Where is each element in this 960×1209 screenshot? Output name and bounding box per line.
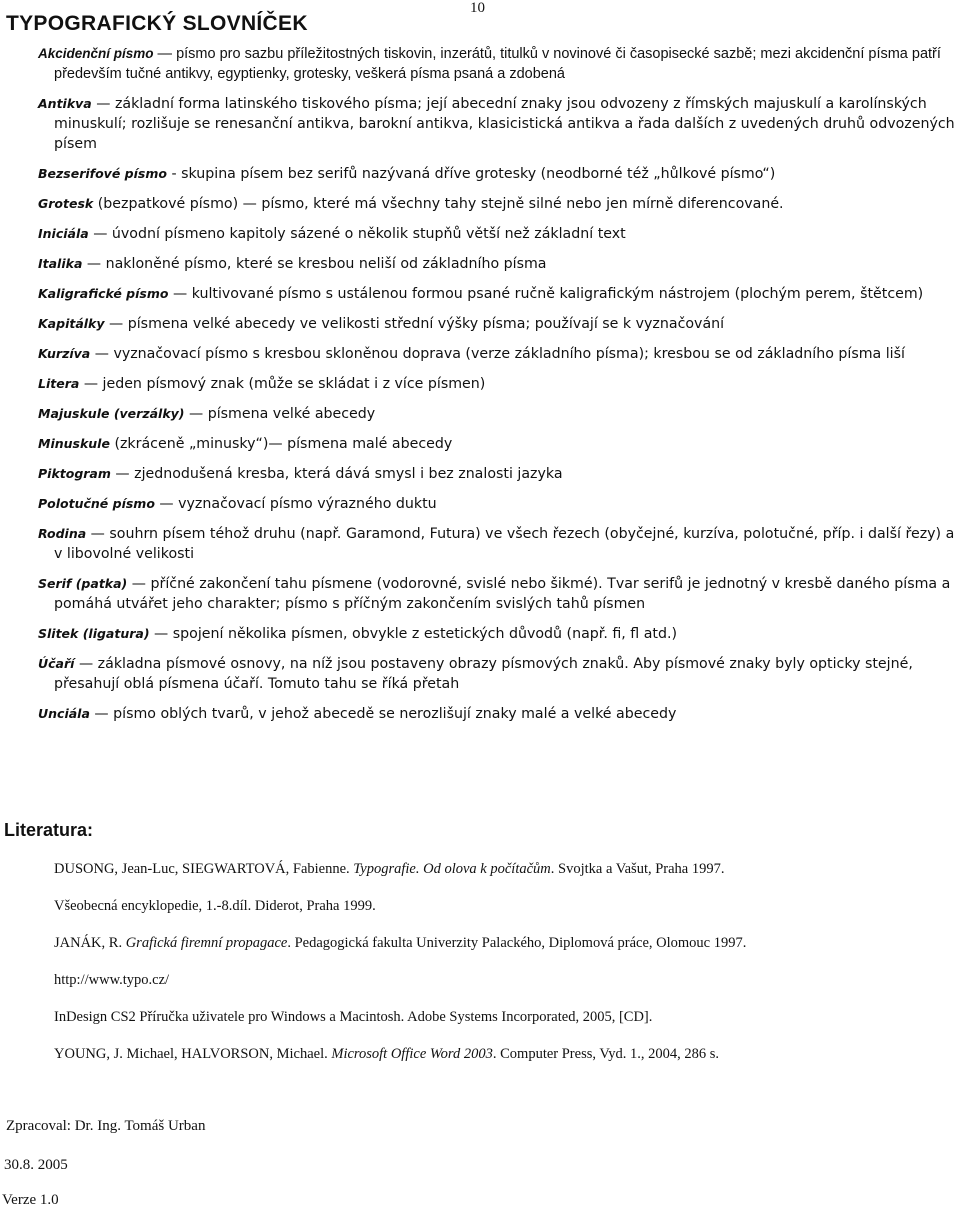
glossary-entry	[38, 654, 958, 694]
reference-item	[54, 895, 934, 932]
page-number: 10	[470, 0, 485, 16]
glossary-definition: základní forma latinského tiskového písma; její abecední znaky jsou odvozeny z římských majuskulí a karolínských minuskulí; rozlišuje se renesanční antikva, barokní antikva, klasicistická antikva a řada dalších z uvedených druhů odvozených písem	[54, 96, 955, 152]
glossary-term: Kapitálky	[38, 316, 105, 331]
date-line: 30.8. 2005	[4, 1157, 68, 1173]
glossary-definition: úvodní písmeno kapitoly sázené o několik stupňů větší než základní text	[111, 226, 626, 242]
glossary-entry	[38, 44, 958, 84]
glossary-definition: kultivované písmo s ustálenou formou psané ručně kaligrafickým nástrojem (plochým perem, štětcem)	[191, 286, 924, 302]
glossary-definition: písmo pro sazbu příležitostných tiskovin, inzerátů, titulků v novinové či časopisecké sazbě; mezi akcidenční písma patří především tučné antikvy, egyptienky, grotesky, veškerá písma psaná a zdobená	[54, 46, 941, 82]
reference-text: http://www.typo.cz/	[54, 972, 170, 988]
glossary-term: Akcidenční písmo	[38, 46, 154, 61]
glossary-entry	[38, 494, 958, 514]
glossary-definition: zjednodušená kresba, která dává smysl i bez znalosti jazyka	[134, 466, 563, 482]
glossary-separator: -	[166, 166, 182, 182]
glossary-separator: —	[104, 316, 128, 332]
glossary-definition: (bezpatkové písmo) — písmo, které má všechny tahy stejně silné nebo jen mírně diferencované.	[97, 196, 784, 212]
reference-text: . Pedagogická fakulta Univerzity Palackého, Diplomová práce, Olomouc 1997.	[287, 935, 747, 951]
glossary-term: Antikva	[38, 96, 92, 111]
glossary-entry	[38, 254, 958, 274]
glossary-entry	[38, 314, 958, 334]
reference-item	[54, 858, 934, 895]
glossary-entry	[38, 574, 958, 614]
glossary-definition: písmena velké abecedy ve velikosti střední výšky písma; používají se k vyznačování	[127, 316, 725, 332]
version-line: Verze 1.0	[2, 1192, 59, 1208]
glossary-list	[38, 44, 958, 724]
glossary-separator: —	[149, 626, 173, 642]
glossary-definition: vyznačovací písmo s kresbou skloněnou doprava (verze základního písma); kresbou se od základního písma liší	[113, 346, 905, 362]
glossary-separator: —	[82, 256, 106, 272]
glossary-definition: vyznačovací písmo výrazného duktu	[178, 496, 437, 512]
glossary-entry	[38, 464, 958, 484]
reference-title: Microsoft Office Word 2003	[331, 1046, 493, 1062]
glossary-definition: souhrn písem téhož druhu (např. Garamond, Futura) ve všech řezech (obyčejné, kurzíva, polotučné, příp. i další řezy) a v libovolné velikosti	[54, 526, 955, 562]
glossary-entry	[38, 284, 958, 304]
references-list	[54, 858, 934, 1080]
reference-text: InDesign CS2 Příručka uživatele pro Windows a Macintosh. Adobe Systems Incorporated, 2005, [CD].	[54, 1009, 653, 1025]
glossary-term: Unciála	[38, 706, 90, 721]
glossary-separator: —	[154, 496, 179, 512]
reference-item	[54, 1043, 934, 1080]
glossary-entry	[38, 704, 958, 724]
author-line: Zpracoval: Dr. Ing. Tomáš Urban	[6, 1118, 206, 1134]
reference-title: Typografie. Od olova k počítačům	[353, 861, 551, 877]
glossary-separator: —	[110, 466, 135, 482]
reference-text: Všeobecná encyklopedie, 1.-8.díl. Diderot, Praha 1999.	[54, 898, 376, 914]
glossary-term: Grotesk	[38, 196, 94, 211]
glossary-definition: (zkráceně „minusky“)— písmena malé abecedy	[114, 436, 453, 452]
page-title: TYPOGRAFICKÝ SLOVNÍČEK	[6, 12, 308, 35]
glossary-entry	[38, 374, 958, 394]
glossary-separator: —	[74, 656, 98, 672]
reference-item	[54, 1006, 934, 1043]
reference-text: DUSONG, Jean-Luc, SIEGWARTOVÁ, Fabienne.	[54, 861, 354, 877]
glossary-term: Majuskule (verzálky)	[38, 406, 185, 421]
glossary-entry	[38, 404, 958, 424]
glossary-separator: —	[168, 286, 192, 302]
reference-text: . Computer Press, Vyd. 1., 2004, 286 s.	[492, 1046, 719, 1062]
glossary-entry	[38, 524, 958, 564]
reference-text: JANÁK, R.	[54, 935, 126, 951]
glossary-separator: —	[91, 96, 115, 112]
glossary-entry	[38, 624, 958, 644]
glossary-term: Iniciála	[38, 226, 89, 241]
glossary-term: Účaří	[38, 656, 75, 671]
glossary-term: Kurzíva	[38, 346, 91, 361]
glossary-separator: —	[86, 526, 110, 542]
glossary-term: Bezserifové písmo	[38, 166, 167, 181]
glossary-separator: —	[79, 376, 103, 392]
glossary-term: Piktogram	[38, 466, 111, 481]
glossary-definition: písmena velké abecedy	[207, 406, 376, 422]
glossary-entry	[38, 94, 958, 154]
reference-item	[54, 932, 934, 969]
glossary-term: Minuskule	[38, 436, 110, 451]
glossary-definition: základna písmové osnovy, na níž jsou postaveny obrazy písmových znaků. Aby písmové znaky byly opticky stejné, přesahují oblá písmena účaří. Tomuto tahu se říká přetah	[54, 656, 913, 692]
glossary-term: Slitek (ligatura)	[38, 626, 150, 641]
glossary-separator: —	[90, 346, 114, 362]
glossary-entry	[38, 164, 958, 184]
glossary-term: Serif (patka)	[38, 576, 128, 591]
glossary-term: Polotučné písmo	[38, 496, 155, 511]
glossary-term: Litera	[38, 376, 80, 391]
glossary-definition: písmo oblých tvarů, v jehož abecedě se nerozlišují znaky malé a velké abecedy	[113, 706, 677, 722]
references-heading: Literatura:	[4, 820, 94, 840]
glossary-definition: jeden písmový znak (může se skládat i z více písmen)	[102, 376, 486, 392]
glossary-separator: —	[153, 46, 177, 62]
glossary-definition: skupina písem bez serifů nazývaná dříve grotesky (neodborné též „hůlkové písmo“)	[181, 166, 776, 182]
reference-title: Grafická firemní propagace	[125, 935, 288, 951]
glossary-definition: příčné zakončení tahu písmene (vodorovné, svislé nebo šikmé). Tvar serifů je jednotný v kresbě daného písma a pomáhá utvářet jeho charakter; písmo s příčným zakončením svislých tahů písmen	[54, 576, 951, 612]
reference-item	[54, 969, 934, 1006]
glossary-definition: spojení několika písmen, obvykle z estetických důvodů (např. fi, fl atd.)	[172, 626, 678, 642]
glossary-entry	[38, 194, 958, 214]
glossary-term: Kaligrafické písmo	[38, 286, 169, 301]
reference-text: YOUNG, J. Michael, HALVORSON, Michael.	[54, 1046, 332, 1062]
glossary-term: Rodina	[38, 526, 87, 541]
glossary-definition: nakloněné písmo, které se kresbou neliší od základního písma	[105, 256, 547, 272]
glossary-separator: —	[184, 406, 208, 422]
glossary-term: Italika	[38, 256, 83, 271]
glossary-separator: —	[127, 576, 151, 592]
glossary-entry	[38, 344, 958, 364]
glossary-separator: —	[88, 226, 112, 242]
glossary-entry	[38, 434, 958, 454]
glossary-entry	[38, 224, 958, 244]
glossary-separator: —	[89, 706, 114, 722]
reference-text: . Svojtka a Vašut, Praha 1997.	[550, 861, 725, 877]
